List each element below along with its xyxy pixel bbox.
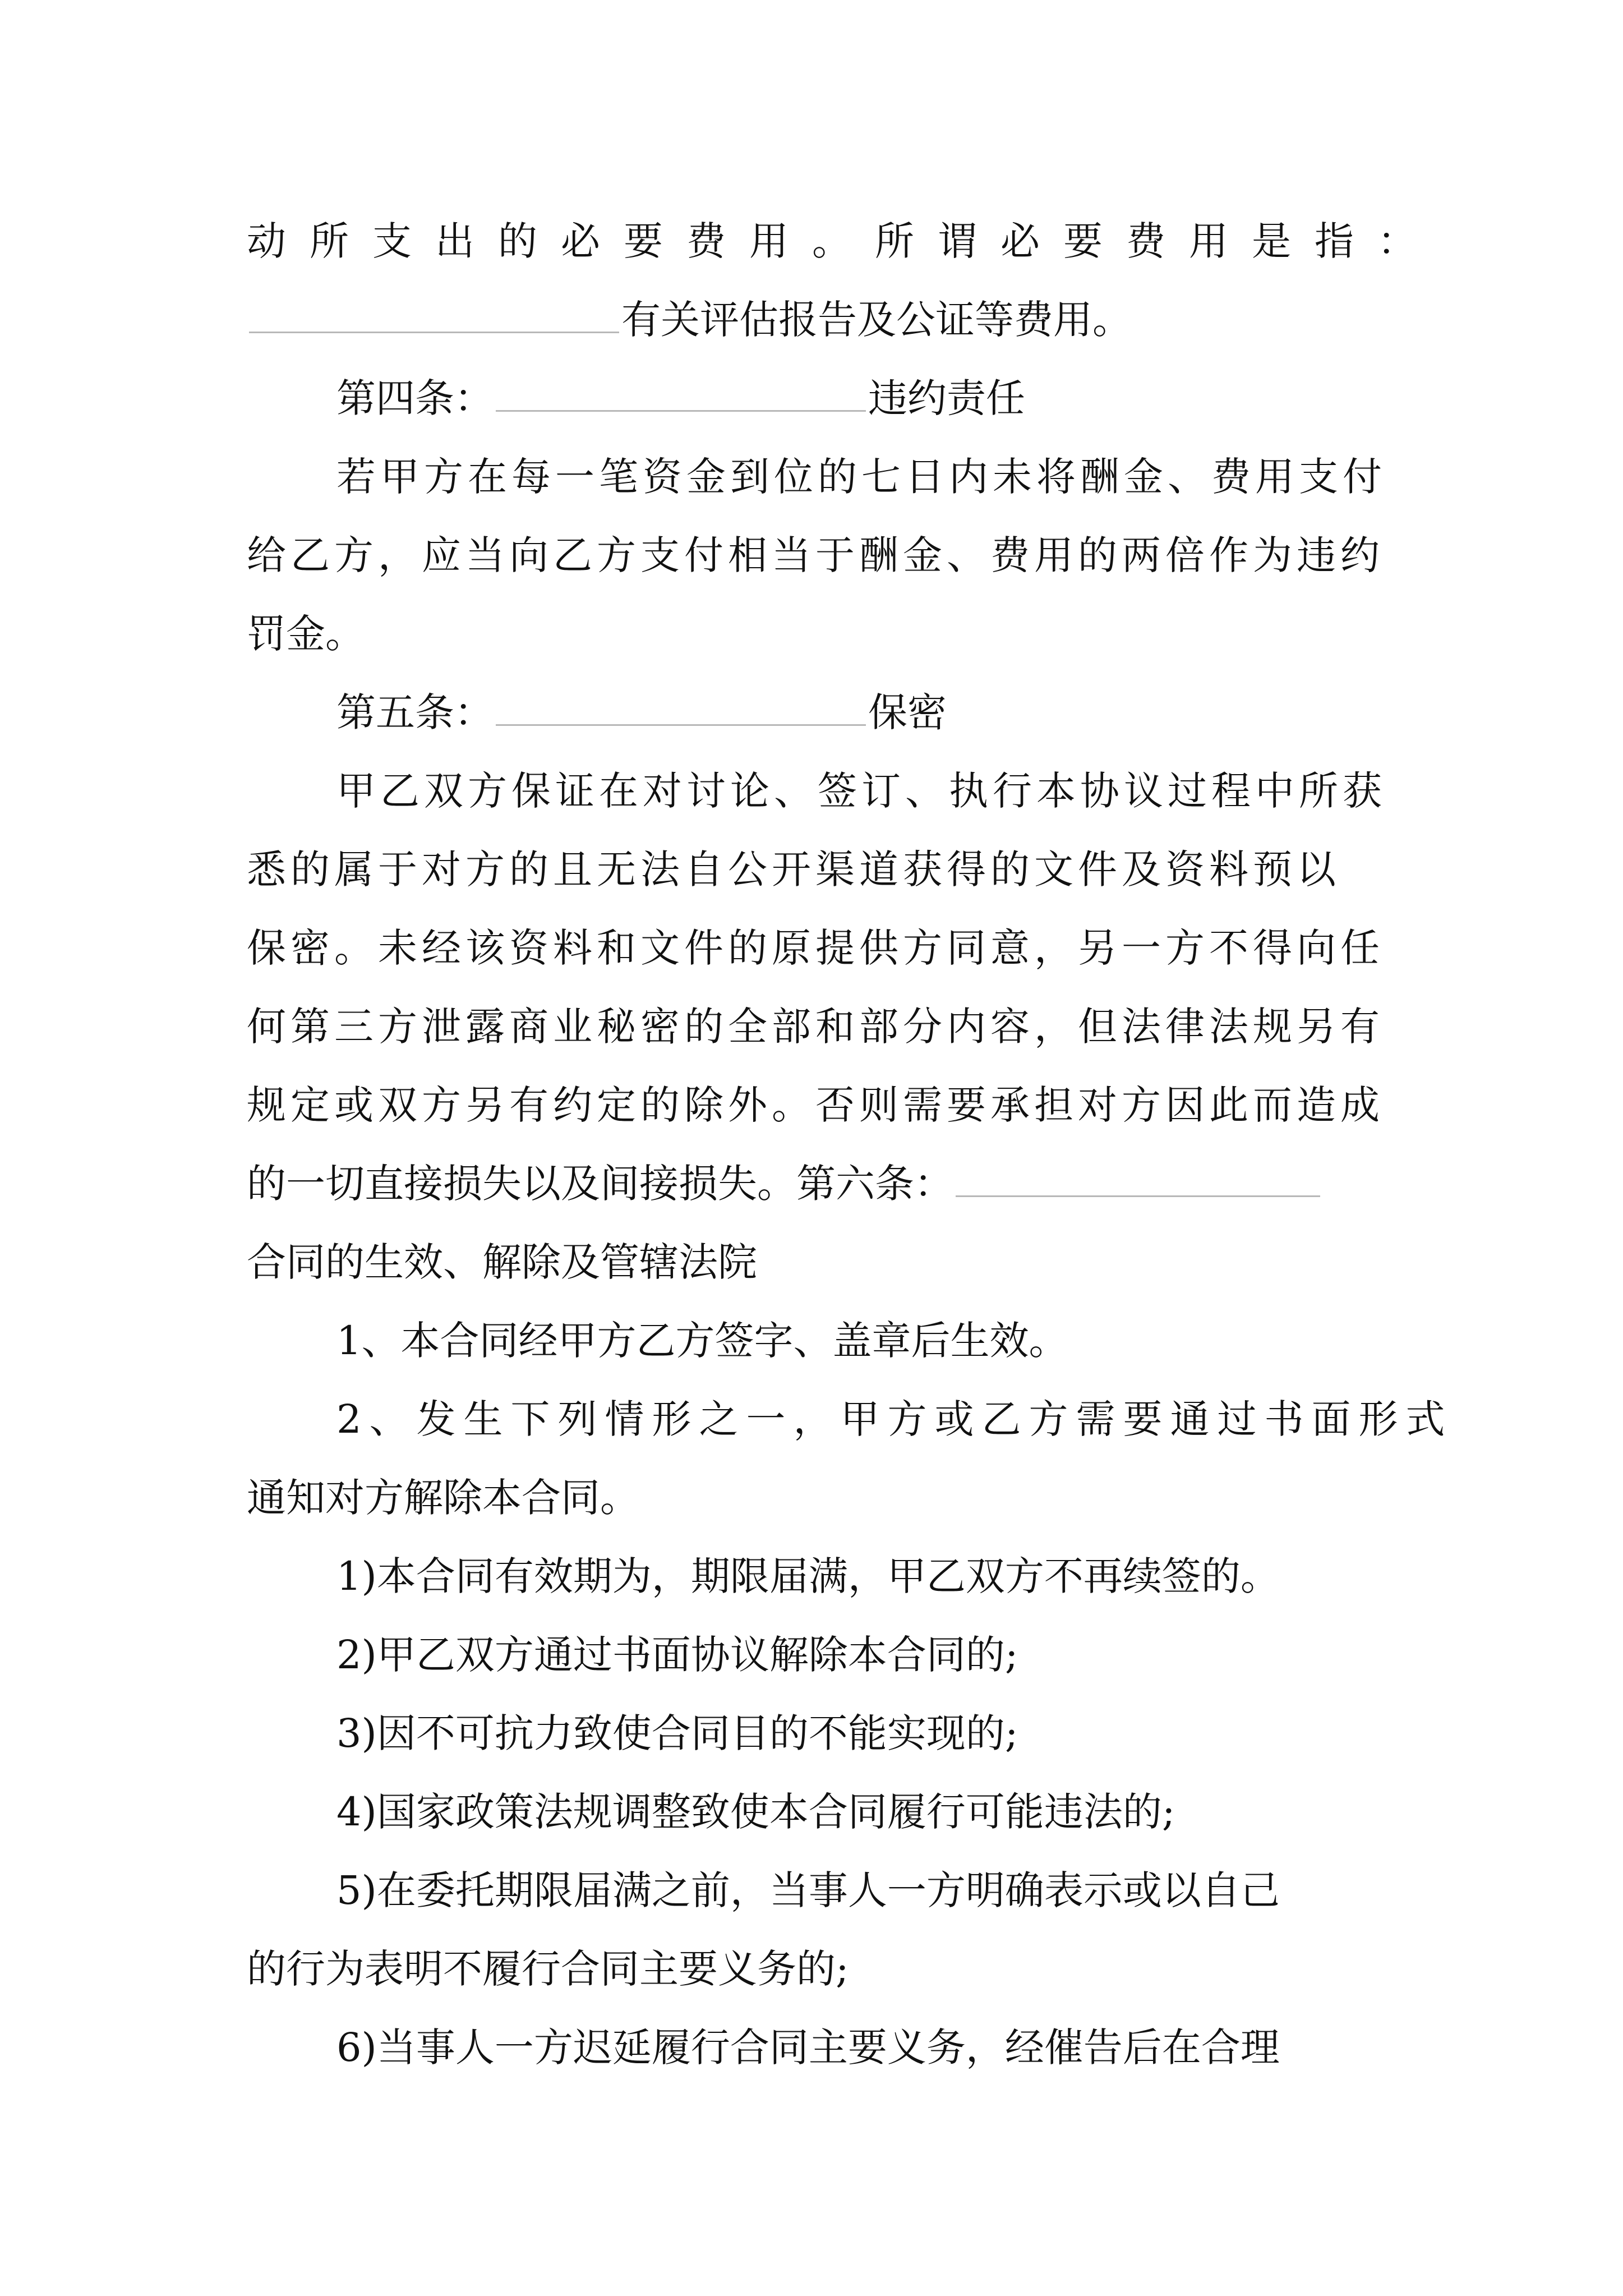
clause-text: 1、本合同经甲方乙方签字、盖章后生效。 bbox=[336, 1318, 1068, 1364]
article-heading bbox=[336, 684, 1380, 740]
paragraph-text: 保密。未经该资料和文件的原提供方同意，另一方不得向任 bbox=[247, 925, 1384, 971]
list-item bbox=[336, 1705, 1380, 1761]
list-item bbox=[336, 2019, 1380, 2076]
text-line bbox=[247, 841, 1380, 898]
article-label: 第四条： bbox=[336, 375, 494, 421]
article-title: 合同的生效、解除及管辖法院 bbox=[247, 1239, 757, 1285]
list-item bbox=[336, 1862, 1380, 1918]
paragraph-text: 悉的属于对方的且无法自公开渠道获得的文件及资料预以 bbox=[247, 846, 1340, 892]
list-item-text: 3)因不可抗力致使合同目的不能实现的; bbox=[336, 1710, 1018, 1756]
text-line bbox=[247, 920, 1384, 976]
list-item bbox=[336, 1784, 1380, 1840]
blank-field[interactable] bbox=[496, 691, 866, 726]
paragraph-text: 规定或双方另有约定的除外。否则需要承担对方因此而造成 bbox=[247, 1082, 1384, 1128]
paragraph-text: 若甲方在每一笔资金到位的七日内未将酬金、费用支付 bbox=[336, 454, 1386, 500]
list-item bbox=[336, 1627, 1380, 1683]
article-title: 违约责任 bbox=[868, 375, 1025, 421]
clause-text: 通知对方解除本合同。 bbox=[247, 1475, 639, 1521]
clause-text: 2、发生下列情形之一，甲方或乙方需要通过书面形式 bbox=[336, 1396, 1453, 1442]
text-line bbox=[247, 999, 1384, 1055]
article-heading bbox=[247, 1234, 1380, 1290]
text-line bbox=[336, 1313, 1380, 1369]
list-item bbox=[247, 1941, 1380, 1997]
text-line bbox=[336, 449, 1386, 505]
text-line bbox=[247, 292, 1380, 348]
paragraph-text: 动所支出的必要费用。所谓必要费用是指： bbox=[247, 218, 1440, 264]
text-line bbox=[336, 763, 1386, 819]
text-line bbox=[247, 527, 1384, 583]
list-item-text: 1)本合同有效期为，期限届满，甲乙双方不再续签的。 bbox=[336, 1553, 1280, 1599]
paragraph-text: 何第三方泄露商业秘密的全部和部分内容，但法律法规另有 bbox=[247, 1004, 1384, 1050]
list-item-text: 2)甲乙双方通过书面协议解除本合同的; bbox=[336, 1632, 1018, 1678]
text-line bbox=[247, 606, 1380, 662]
paragraph-text: 甲乙双方保证在对讨论、签订、执行本协议过程中所获 bbox=[336, 768, 1386, 814]
text-line bbox=[247, 1077, 1384, 1133]
text-line bbox=[247, 1156, 1380, 1212]
blank-field[interactable] bbox=[496, 376, 866, 412]
paragraph-text: 有关评估报告及公证等费用。 bbox=[621, 297, 1132, 343]
paragraph-text: 的一切直接损失以及间接损失。第六条： bbox=[247, 1161, 953, 1207]
text-line bbox=[247, 213, 1440, 269]
list-item-text: 的行为表明不履行合同主要义务的; bbox=[247, 1946, 849, 1992]
list-item bbox=[336, 1548, 1380, 1604]
article-heading bbox=[336, 370, 1380, 426]
text-line bbox=[247, 1470, 1380, 1526]
paragraph-text: 给乙方，应当向乙方支付相当于酬金、费用的两倍作为违约 bbox=[247, 532, 1384, 578]
article-label: 第五条： bbox=[336, 689, 494, 735]
list-item-text: 6)当事人一方迟延履行合同主要义务，经催告后在合理 bbox=[336, 2024, 1280, 2070]
paragraph-text: 罚金。 bbox=[247, 611, 365, 657]
blank-field[interactable] bbox=[956, 1162, 1320, 1197]
text-line bbox=[336, 1391, 1453, 1447]
article-title: 保密 bbox=[868, 689, 947, 735]
list-item-text: 5)在委托期限届满之前，当事人一方明确表示或以自己 bbox=[336, 1867, 1280, 1913]
list-item-text: 4)国家政策法规调整致使本合同履行可能违法的; bbox=[336, 1789, 1175, 1835]
blank-field[interactable] bbox=[249, 298, 619, 333]
